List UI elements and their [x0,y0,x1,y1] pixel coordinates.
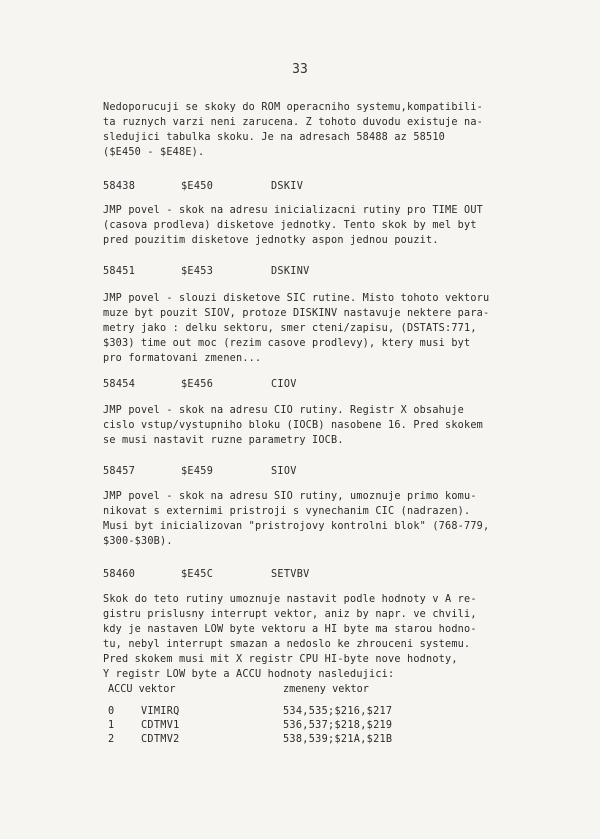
entry-decimal-address: 58457 [103,466,136,477]
entry-vector-name: SETVBV [271,569,310,580]
table-row [108,734,528,748]
entry-description-setvbv: Skok do teto rutiny umoznuje nastavit podle hodnoty v A re- gistru prislusny interrupt vektor, aniz by napr. ve chvili, kdy je nastaven LOW byte vektoru a HI byte ma starou hodno- tu, nebyl interrupt smazan a nedoslo ke zhrouceni systemu. Pred skokem musi mit X registr CPU HI-byte nove hodnoty, Y registr LOW byte a ACCU hodnoty nasledujici: [103,594,477,680]
entry-header-siov [103,466,563,480]
table-row [108,706,528,720]
table-cell-accu: 0 [108,706,115,717]
entry-header-setvbv [103,569,563,583]
table-header-accu-vektor: ACCU vektor [108,684,176,695]
entry-hex-address: $E453 [181,266,214,277]
vector-table-header [108,684,528,698]
entry-decimal-address: 58451 [103,266,136,277]
table-cell-vektor: CDTMV1 [141,720,180,731]
table-cell-changed: 538,539;$21A,$21B [283,734,393,745]
table-header-changed: zmeneny vektor [283,684,369,695]
entry-description-dskinv: JMP povel - slouzi disketove SIC rutine. Misto tohoto vektoru muze byt pouzit SIOV, protoze DISKINV nastavuje nektere para- metry jako : delku sektoru, smer cteni/zapisu, (DSTATS:771, $303) time out moc (rezim casove prodlevy), ktery musi byt pro formatovani zmenen... [103,293,490,364]
entry-header-dskinv [103,266,563,280]
table-row [108,720,528,734]
page-number: 33 [292,62,308,77]
intro-paragraph: Nedoporucuji se skoky do ROM operacniho systemu,kompatibili- ta ruznych varzi neni zarucena. Z tohoto duvodu existuje na- sledujici tabulka skoku. Je na adresach 58488 az 58510 ($E450 - $E48E). [103,102,484,158]
entry-hex-address: $E456 [181,379,214,390]
entry-header-ciov [103,379,563,393]
entry-hex-address: $E450 [181,181,214,192]
table-cell-accu: 2 [108,734,115,745]
table-cell-changed: 536,537;$218,$219 [283,720,393,731]
entry-vector-name: DSKIV [271,181,304,192]
entry-description-ciov: JMP povel - skok na adresu CIO rutiny. Registr X obsahuje cislo vstup/vystupniho bloku (IOCB) nasobene 16. Pred skokem se musi nastavit ruzne parametry IOCB. [103,405,484,446]
entry-description-dskiv: JMP povel - skok na adresu inicializacni rutiny pro TIME OUT (casova prodleva) disketove jednotky. Tento skok by mel byt pred pouzitim disketove jednotky aspon jednou pouzit. [103,205,484,246]
table-cell-accu: 1 [108,720,115,731]
entry-decimal-address: 58454 [103,379,136,390]
entry-description-siov: JMP povel - skok na adresu SIO rutiny, umoznuje primo komu- nikovat s externimi pristroji s vynechanim CIC (nadrazen). Musi byt inicializovan "pristrojovy kontrolni blok" (768-779, $300-$30B). [103,491,490,547]
table-cell-vektor: CDTMV2 [141,734,180,745]
table-cell-vektor: VIMIRQ [141,706,180,717]
entry-vector-name: DSKINV [271,266,310,277]
entry-hex-address: $E459 [181,466,214,477]
entry-vector-name: SIOV [271,466,297,477]
entry-header-dskiv [103,181,563,195]
table-cell-changed: 534,535;$216,$217 [283,706,393,717]
entry-vector-name: CIOV [271,379,297,390]
entry-decimal-address: 58438 [103,181,136,192]
entry-hex-address: $E45C [181,569,214,580]
entry-decimal-address: 58460 [103,569,136,580]
